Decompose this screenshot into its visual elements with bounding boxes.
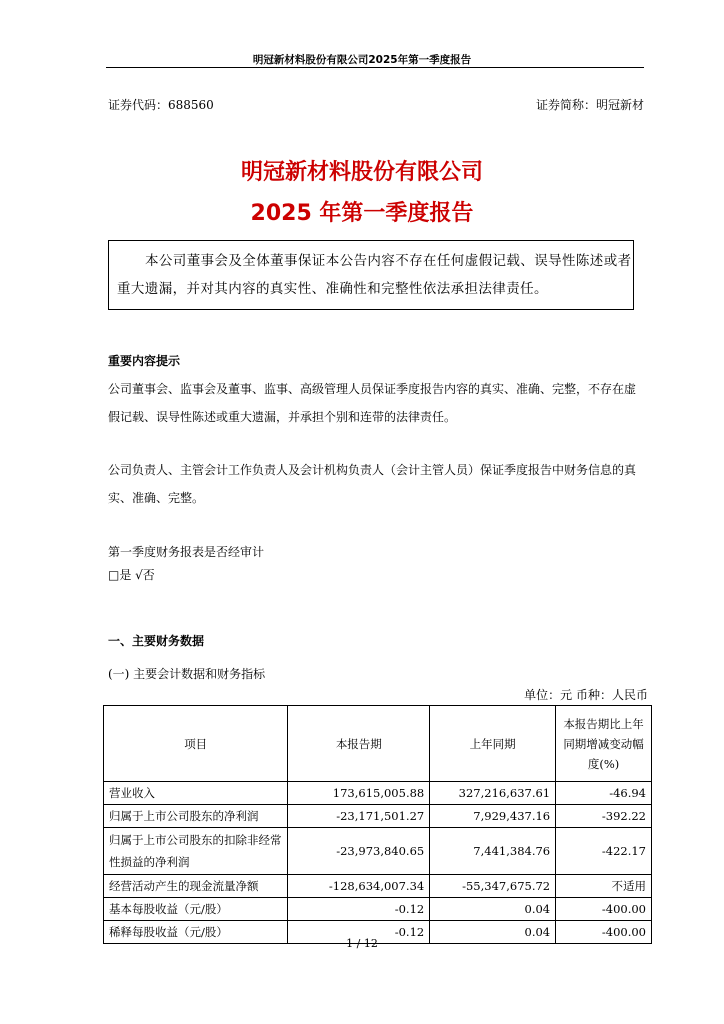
- page-number: 1 / 12: [346, 937, 378, 950]
- row-label: 稀释每股收益（元/股）: [104, 921, 288, 944]
- change-value: -46.94: [556, 782, 652, 805]
- prior-value: 327,216,637.61: [430, 782, 556, 805]
- table-row: [104, 828, 652, 875]
- current-value: -0.12: [288, 921, 430, 944]
- current-value: -23,171,501.27: [288, 805, 430, 828]
- audit-answer: □是 √否: [108, 568, 155, 582]
- table-row: [104, 875, 652, 898]
- prior-value: 7,929,437.16: [430, 805, 556, 828]
- prior-value: 0.04: [430, 921, 556, 944]
- section-heading: 一、主要财务数据: [108, 634, 205, 648]
- current-value: -0.12: [288, 898, 430, 921]
- audit-question: 第一季度财务报表是否经审计: [108, 545, 265, 559]
- prior-value: 7,441,384.76: [430, 828, 556, 875]
- company-title: 明冠新材料股份有限公司: [240, 160, 483, 185]
- table-row: [104, 805, 652, 828]
- current-value: -23,973,840.65: [288, 828, 430, 875]
- change-value: -392.22: [556, 805, 652, 828]
- row-label: 营业收入: [104, 782, 288, 805]
- row-label: 基本每股收益（元/股）: [104, 898, 288, 921]
- row-label: 归属于上市公司股东的净利润: [104, 805, 288, 828]
- board-notice: [108, 240, 634, 310]
- change-value: 不适用: [556, 875, 652, 898]
- current-value: 173,615,005.88: [288, 782, 430, 805]
- financial-table: [103, 705, 652, 944]
- table-row: [104, 898, 652, 921]
- col-header-current: 本报告期: [288, 706, 430, 782]
- important-para-1: 公司董事会、监事会及董事、监事、高级管理人员保证季度报告内容的真实、准确、完整，不存在虚假记载、误导性陈述或重大遗漏，并承担个别和连带的法律责任。: [108, 382, 637, 424]
- security-code: 证券代码：688560: [108, 98, 214, 112]
- row-label: 经营活动产生的现金流量净额: [104, 875, 288, 898]
- important-para-2: 公司负责人、主管会计工作负责人及会计机构负责人（会计主管人员）保证季度报告中财务信息的真实、准确、完整。: [108, 463, 637, 505]
- prior-value: 0.04: [430, 898, 556, 921]
- current-value: -128,634,007.34: [288, 875, 430, 898]
- change-value: -422.17: [556, 828, 652, 875]
- row-label: 归属于上市公司股东的扣除非经常性损益的净利润: [104, 828, 288, 875]
- security-short-name: 证券简称：明冠新材: [535, 98, 644, 112]
- report-title: 2025 年第一季度报告: [250, 201, 474, 226]
- table-row: [104, 782, 652, 805]
- subsection-heading: (一) 主要会计数据和财务指标: [108, 667, 266, 681]
- change-value: -400.00: [556, 921, 652, 944]
- security-codes: [108, 96, 644, 113]
- header-divider: [106, 67, 644, 68]
- notice-text: 本公司董事会及全体董事保证本公告内容不存在任何虚假记载、误导性陈述或者重大遗漏，并对其内容的真实性、准确性和完整性依法承担法律责任。: [117, 253, 632, 297]
- important-heading: 重要内容提示: [108, 354, 181, 368]
- table-header-row: [104, 706, 652, 782]
- col-header-change: 本报告期比上年同期增减变动幅度(%): [556, 706, 652, 782]
- running-header: 明冠新材料股份有限公司2025年第一季度报告: [252, 54, 472, 66]
- col-header-item: 项目: [104, 706, 288, 782]
- col-header-prior: 上年同期: [430, 706, 556, 782]
- prior-value: -55,347,675.72: [430, 875, 556, 898]
- change-value: -400.00: [556, 898, 652, 921]
- unit-currency: 单位：元 币种：人民币: [524, 688, 648, 702]
